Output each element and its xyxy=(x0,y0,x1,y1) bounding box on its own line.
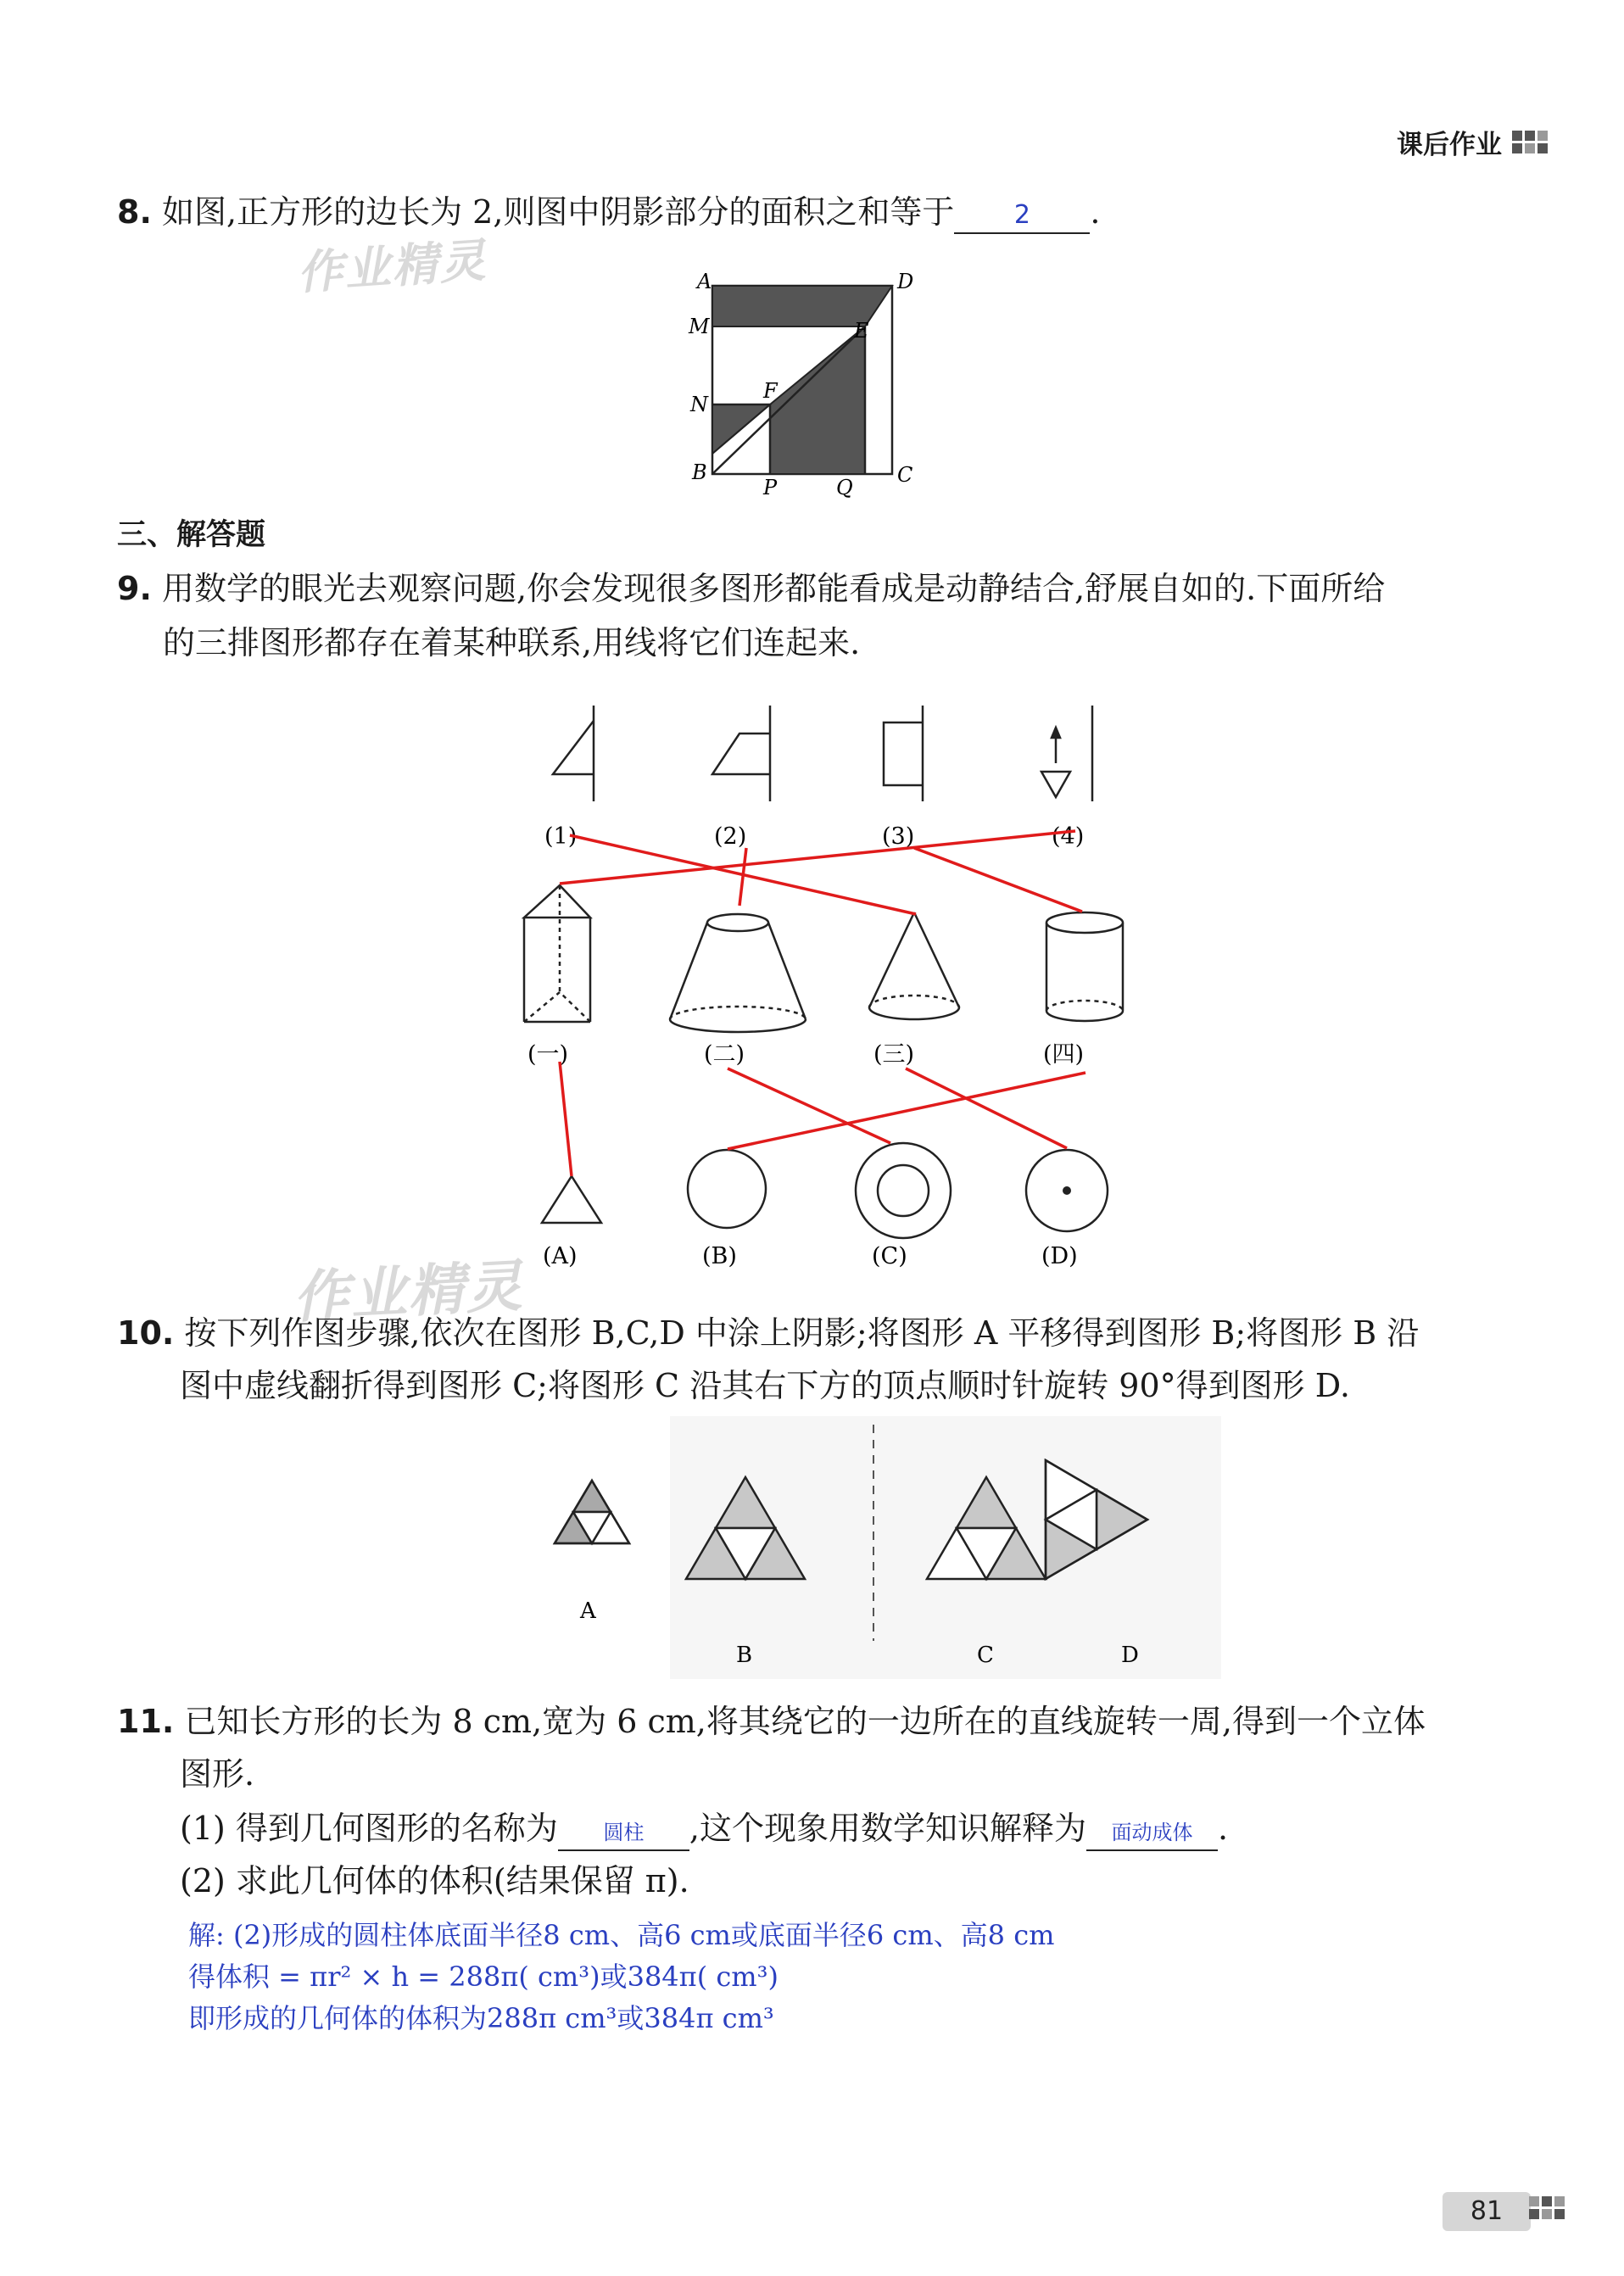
row1-label-1: (1) xyxy=(544,823,578,850)
q8-text: 如图,正方形的边长为 2,则图中阴影部分的面积之和等于 xyxy=(161,193,955,231)
q10-line1 xyxy=(117,1306,1419,1360)
q10-number: 10. xyxy=(117,1314,175,1352)
row1-label-2: (2) xyxy=(714,823,747,850)
q8-figure xyxy=(678,263,916,500)
q11-part1 xyxy=(180,1801,1228,1855)
q10-label-b: B xyxy=(736,1643,753,1668)
q9-answer-lines xyxy=(560,831,1085,1176)
q9-line2: 的三排图形都存在着某种联系,用线将它们连起来. xyxy=(163,624,861,661)
footer-blocks-icon xyxy=(1529,2196,1565,2219)
q11-answer-blank-2[interactable] xyxy=(1086,1811,1218,1851)
q8-label-n: N xyxy=(690,393,708,416)
row3-label-d: (D) xyxy=(1041,1243,1078,1269)
q8-label-f: F xyxy=(763,379,778,403)
q8-label-a: A xyxy=(697,270,712,293)
watermark-middle: 作业精灵 xyxy=(291,1252,526,1331)
row2-label-1: (一) xyxy=(527,1041,569,1068)
section-title: 三、解答题 xyxy=(117,518,266,552)
q8-end: . xyxy=(1090,193,1101,231)
row1-label-3: (3) xyxy=(882,823,915,850)
q10-label-c: C xyxy=(977,1643,994,1668)
q8-answer-blank[interactable] xyxy=(954,195,1090,234)
row3-label-a: (A) xyxy=(543,1243,578,1269)
q9-line1 xyxy=(117,561,1385,616)
q10-figure xyxy=(517,1416,1230,1679)
q8-label-b: B xyxy=(692,460,707,484)
q11-solution-line3: 即形成的几何体的体积为288π cm³或384π cm³ xyxy=(188,2002,774,2034)
q11-p1-before: (1) 得到几何图形的名称为 xyxy=(180,1810,558,1847)
q8-answer: 2 xyxy=(1013,200,1030,230)
q8-label-d: D xyxy=(897,270,914,293)
q11-p1-after: . xyxy=(1218,1810,1229,1847)
watermark-top: 作业精灵 xyxy=(295,233,489,300)
row2-label-3: (三) xyxy=(873,1041,915,1068)
header-title: 课后作业 xyxy=(1397,130,1502,160)
q10-line2: 图中虚线翻折得到图形 C;将图形 C 沿其右下方的顶点顺时针旋转 90°得到图形 D. xyxy=(180,1367,1350,1404)
row2-label-2: (二) xyxy=(704,1041,745,1068)
q11-text1: 已知长方形的长为 8 cm,宽为 6 cm,将其绕它的一边所在的直线旋转一周,得到一个立体 xyxy=(184,1703,1426,1740)
q8-label-e: E xyxy=(854,319,869,343)
q11-answer-blank-1[interactable] xyxy=(558,1811,689,1851)
q9-text1: 用数学的眼光去观察问题,你会发现很多图形都能看成是动静结合,舒展自如的.下面所给 xyxy=(161,570,1386,607)
q11-answer-1: 圆柱 xyxy=(603,1821,645,1844)
header-blocks-icon xyxy=(1512,131,1548,153)
q8-label-m: M xyxy=(689,315,710,338)
q10-label-a: A xyxy=(580,1598,596,1624)
q11-part2: (2) 求此几何体的体积(结果保留 π). xyxy=(180,1862,689,1899)
q11-solution-line2: 得体积 = πr² × h = 288π( cm³)或384π( cm³) xyxy=(188,1961,779,1993)
q9-figure xyxy=(492,695,1136,1289)
q8-label-c: C xyxy=(897,463,913,487)
q8-label-q: Q xyxy=(836,476,853,499)
q8-number: 8. xyxy=(117,193,152,231)
row3-label-b: (B) xyxy=(702,1243,737,1269)
q10-text1: 按下列作图步骤,依次在图形 B,C,D 中涂上阴影;将图形 A 平移得到图形 B;将图形 B 沿 xyxy=(184,1314,1420,1352)
q11-answer-2: 面动成体 xyxy=(1111,1821,1193,1844)
page-number: 81 xyxy=(1443,2192,1531,2231)
q11-p1-middle: ,这个现象用数学知识解释为 xyxy=(689,1810,1087,1847)
row1-label-4: (4) xyxy=(1052,823,1085,850)
q9-number: 9. xyxy=(117,570,152,607)
q10-label-d: D xyxy=(1121,1643,1139,1668)
q11-line2: 图形. xyxy=(180,1755,255,1793)
row2-label-4: (四) xyxy=(1043,1041,1085,1068)
row3-label-c: (C) xyxy=(872,1243,907,1269)
q11-solution-line1: 解: (2)形成的圆柱体底面半径8 cm、高6 cm或底面半径6 cm、高8 cm xyxy=(188,1919,1055,1951)
q8-label-p: P xyxy=(763,476,778,499)
q11-line1 xyxy=(117,1694,1426,1749)
q8-line xyxy=(117,185,1101,239)
q11-number: 11. xyxy=(117,1703,175,1740)
page-header xyxy=(1397,123,1548,161)
